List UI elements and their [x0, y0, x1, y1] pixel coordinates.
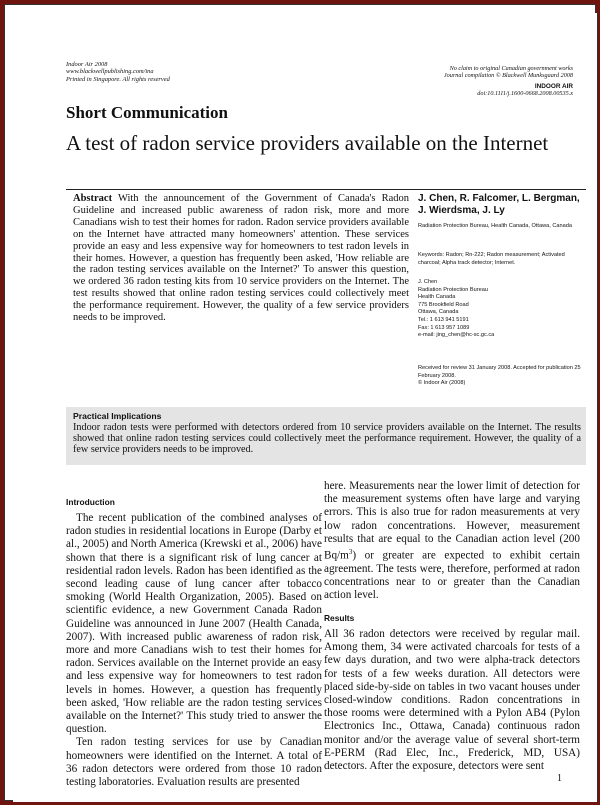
results-heading: Results — [324, 613, 355, 623]
header-line: Indoor Air 2008 — [66, 61, 108, 68]
author-list: J. Chen, R. Falcomer, L. Bergman, J. Wierdsma, J. Ly — [418, 193, 580, 216]
email-link[interactable]: e-mail: jing_chen@hc-sc.gc.ca — [418, 332, 495, 339]
results-text: All 36 radon detectors were received by regular mail. Among them, 34 were activated charcoals for tests of a few days duration, and two were alpha-track detectors for tests of a few weeks duration. All detectors were placed side-by-side on tables in two vacant houses under closed-window conditions. Radon concentrations in those rooms were determined with a Pylon AB4 (Pylon Electronics Inc., Ottawa, Canada) continuous radon monitor and/or the average value of several short-term E-PERM (Rad Elec, Inc., Frederick, MD, USA) detectors. After the exposure, detectors were sent — [324, 628, 580, 773]
article-type: Short Communication — [66, 103, 228, 122]
affiliation: Radiation Protection Bureau, Health Canada, Ottawa, Canada — [418, 223, 572, 229]
journal-header-right — [444, 65, 573, 98]
address-line: J. Chen — [418, 279, 438, 285]
divider — [66, 189, 586, 190]
journal-name: INDOOR AIR — [534, 82, 573, 90]
copyright: © Indoor Air (2008) — [418, 380, 466, 387]
superscript: 3 — [348, 548, 353, 557]
continued-text: ) or greater are expected to exhibit certain agreement. The tests were, therefore, performed at radon concentrations near to or greater than the Canadian action level. — [324, 549, 580, 602]
introduction-column-right — [324, 480, 580, 603]
header-line: Printed in Singapore. All rights reserved — [66, 75, 170, 83]
address-line: Fax: 1 613 957 1089 — [418, 324, 470, 331]
page-frame — [4, 4, 596, 801]
address-line: Ottawa, Canada — [418, 309, 459, 316]
introduction-paragraph: Ten radon testing services for use by Canadian homeowners were identified on the Internet. A total of 36 radon detectors were ordered from those 10 radon testing laboratories. Evaluation results are presented — [66, 736, 322, 789]
practical-implications-text: Indoor radon tests were performed with detectors ordered from 10 service providers available on the Internet. The results showed that online radon testing services could collectively meet the performance requirement. However, the quality of a few service providers needs to be improved. — [73, 422, 581, 456]
practical-implications-heading: Practical Implications — [73, 411, 162, 421]
address-line: Health Canada — [418, 294, 456, 301]
article-title: A test of radon service providers available on the Internet — [66, 131, 549, 155]
address-line: 775 Brookfield Road — [418, 301, 469, 308]
introduction-heading: Introduction — [66, 497, 115, 507]
received-info — [418, 365, 582, 388]
doi: doi:10.1111/j.1600-0668.2008.00535.x — [477, 90, 573, 98]
received-dates: Received for review 31 January 2008. Accepted for publication 25 February 2008. — [418, 365, 581, 379]
address-line: Tel.: 1 613 941 5191 — [418, 316, 469, 323]
header-compilation-line: Journal compilation © Blackwell Munksgaard 2008 — [443, 72, 573, 80]
abstract-text: With the announcement of the Government of Canada's Radon Guideline and increased public awareness of radon risk, more and more Canadians wish to test their homes for radon. Radon service providers available on the Internet have attracted many homeowners' attention. These services provide an easy and less expensive way for homeowners to test radon levels in their homes. However, a question has frequently been asked, 'How reliable are the radon testing services available on the Internet?' To answer this question, we ordered 36 radon testing kits from 10 service providers on the Internet. The test results showed that online radon testing services could collectively meet the performance requirement. However, the quality of a few service providers needs to be improved. — [73, 193, 409, 324]
continued-text: here. Measurements near the lower limit of detection for the measurement systems often have large and varying errors. This is also true for radon measurements at very low radon concentrations. However, measurement results that are equal to the Canadian action level (200 Bq/m — [324, 480, 580, 562]
journal-header-left — [66, 61, 170, 83]
address-line: Radiation Protection Bureau — [418, 286, 488, 293]
page-number: 1 — [557, 773, 562, 784]
abstract-label: Abstract — [73, 193, 113, 204]
introduction-column-left — [66, 512, 322, 789]
abstract — [73, 193, 409, 324]
introduction-paragraph: The recent publication of the combined analyses of radon studies in residential locations in Europe (Darby et al., 2005) and North America (Krewski et al., 2006) have shown that there is a significant risk of lung cancer at residential radon levels. Radon has been identified as the second leading cause of lung cancer after tobacco smoking (World Health Organization, 2005). Based on scientific evidence, a new Government Canada Radon Guideline was announced in June 2007 (Health Canada, 2007). With increased public awareness of radon risk, more and more Canadians wish to test their homes for radon. Services available on the Internet provide an easy and less expensive way for homeowners to test radon levels in homes. However, a question has frequently been asked, 'How reliable are the radon testing services available on the Internet?' This study tried to answer the question. — [66, 512, 322, 736]
document-page — [13, 13, 597, 802]
correspondence-address — [418, 279, 582, 340]
header-line: www.blackwellpublishing.com/ina — [66, 68, 154, 76]
header-rights-line: No claim to original Canadian government works — [449, 65, 573, 72]
introduction-paragraph-continued — [324, 480, 580, 603]
keywords: Keywords: Radon; Rn-222; Radon measurement; Activated charcoal; Alpha track detector; Internet. — [418, 252, 565, 266]
